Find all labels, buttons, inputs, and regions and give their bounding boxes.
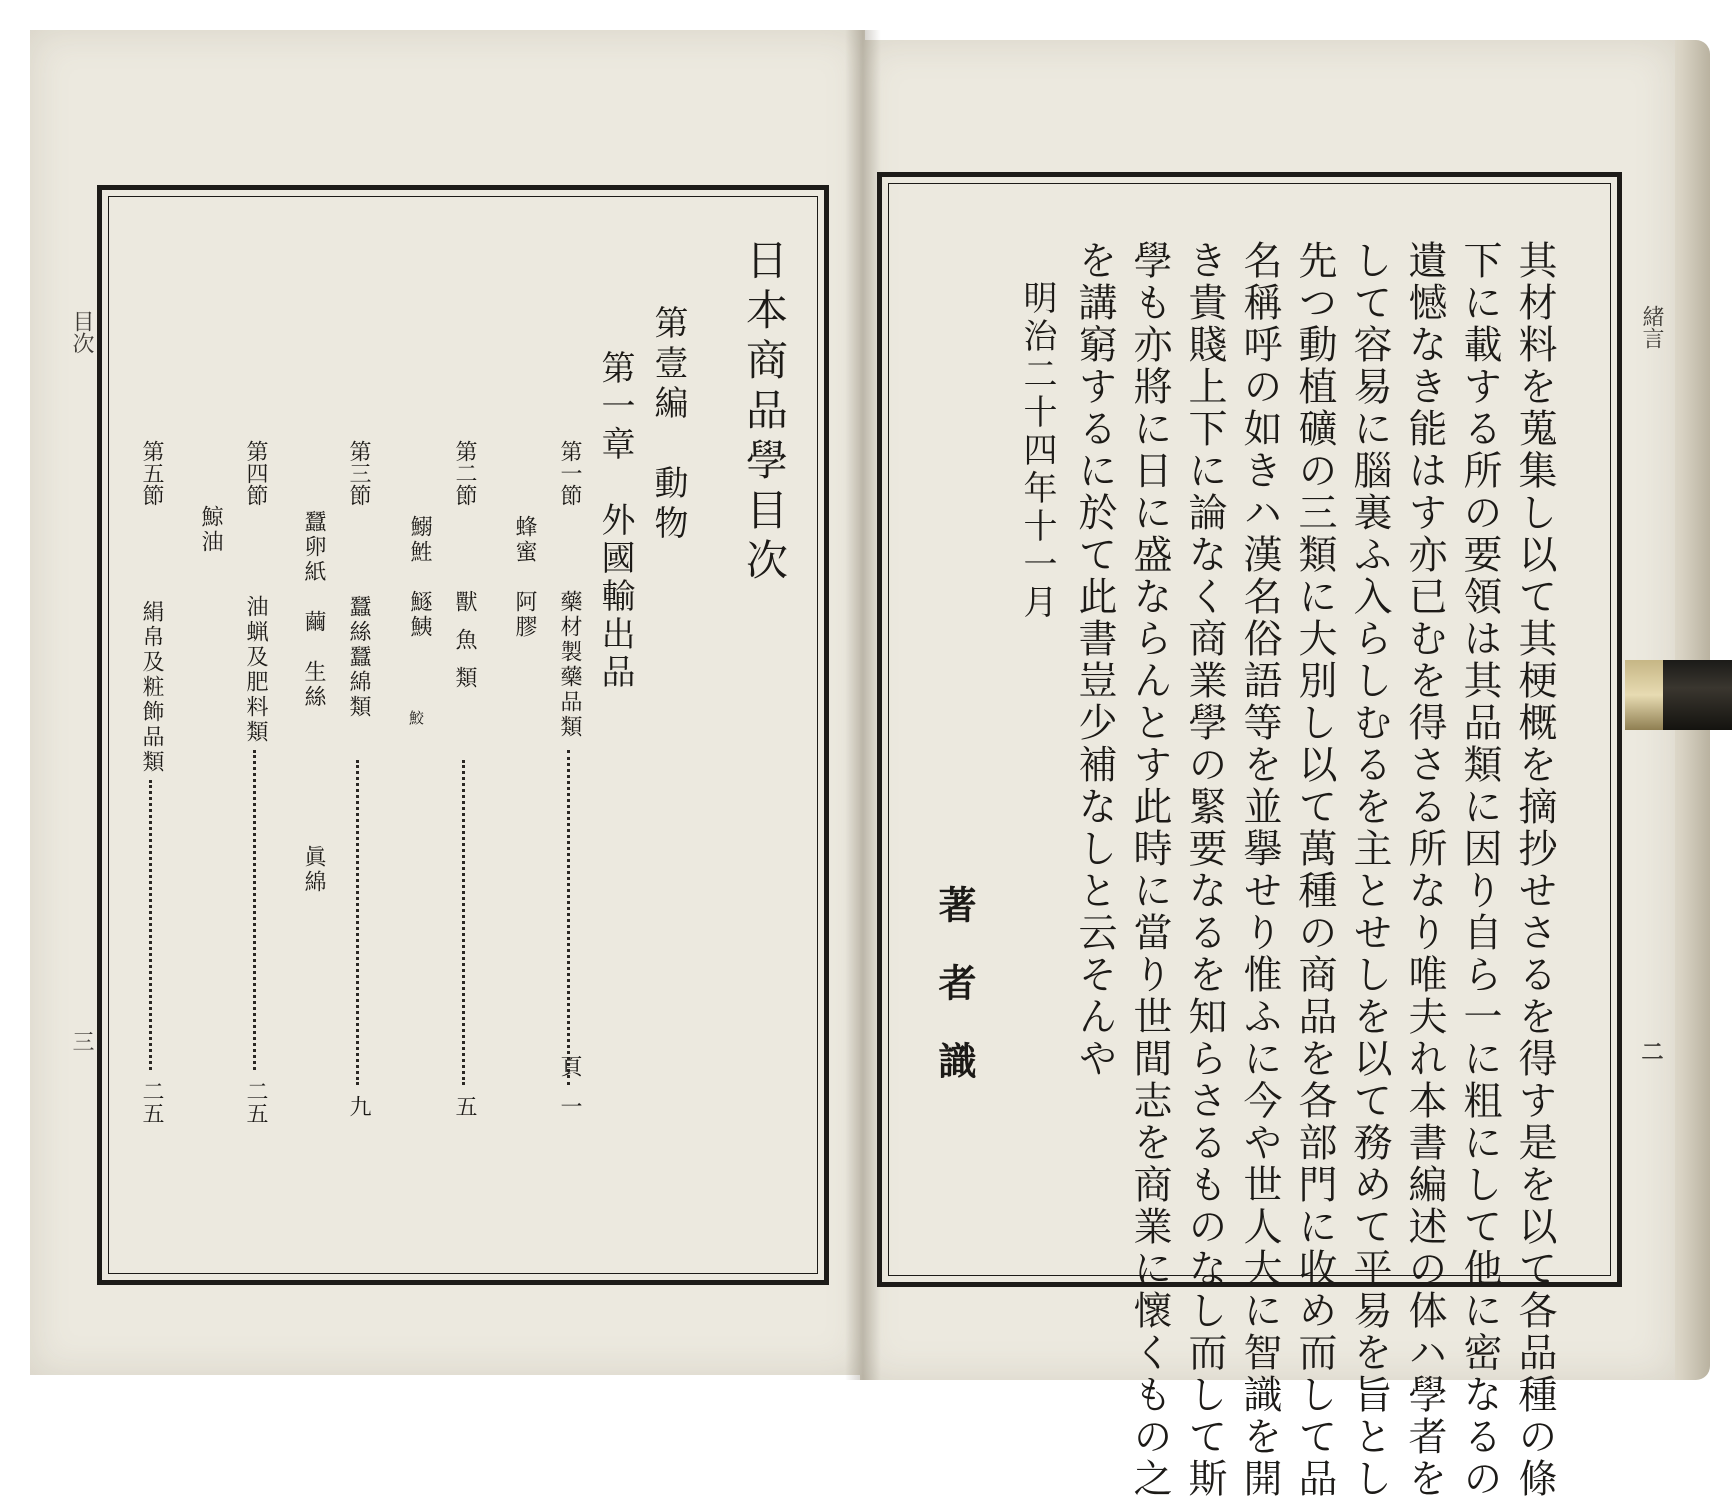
toc-section-title: 油蝋及肥料類 (243, 595, 268, 745)
toc-section-subitems: 蜂蜜 阿膠 (512, 515, 537, 640)
preface-line: して容易に腦裏ふ入らしむるを主とせしを以て務めて平易を旨とし (1347, 240, 1392, 1500)
toc-page-number: 二五 (139, 1080, 164, 1124)
toc-page-number: 二五 (243, 1080, 268, 1124)
toc-leader (356, 760, 359, 1085)
toc-section-note: 眞綿 (301, 845, 326, 895)
preface-line: 先つ動植礦の三類に大別し以て萬種の商品を各部門に收め而して品 (1292, 240, 1337, 1500)
toc-section-note: 鮫 (407, 710, 425, 725)
preface-line: 名稱呼の如きハ漢名俗語等を並擧せり惟ふに今や世人大に智識を開 (1237, 240, 1282, 1500)
page-clip-face (1625, 660, 1663, 730)
toc-page-number: 五 (452, 1095, 477, 1117)
toc-section-title: 蠶絲蠶綿類 (346, 595, 371, 720)
toc-section-subitems: 鯨油 (198, 505, 223, 555)
right-running-head: 緒言 (1639, 305, 1664, 349)
book-gutter (845, 30, 881, 1380)
toc-section-subitems: 蠶卵紙 繭 生絲 (301, 510, 326, 710)
toc-page-header: 頁 (557, 1055, 582, 1077)
toc-leader (149, 780, 152, 1070)
preface-author: 著者識 (932, 885, 977, 1119)
toc-part: 第壹編 動物 (648, 305, 688, 545)
toc-section-label: 第二節 (452, 440, 477, 506)
toc-section-subitems: 鰯鮏 鱁鮧 (407, 515, 432, 640)
preface-line: 下に載する所の要領は其品類に因り自ら一に粗にして他に密なるの (1457, 240, 1502, 1500)
toc-section-label: 第五節 (139, 440, 164, 506)
preface-line: 學も亦將に日に盛ならんとす此時に當り世間志を商業に懷くもの之 (1127, 240, 1172, 1500)
toc-leader (567, 750, 570, 1085)
toc-frame (97, 185, 829, 1285)
toc-page-number: 九 (346, 1095, 371, 1117)
left-folio: 三 (69, 1030, 94, 1052)
toc-section-label: 第一節 (557, 440, 582, 506)
toc-section-title: 絹帛及粧飾品類 (139, 600, 164, 775)
toc-section-title: 獸魚類 (452, 590, 477, 704)
toc-chapter: 第一章 外國輸出品 (595, 350, 635, 692)
toc-page-number: 一 (557, 1095, 582, 1117)
toc-section-title: 藥材製藥品類 (557, 590, 582, 740)
toc-section-label: 第三節 (346, 440, 371, 506)
toc-leader (253, 750, 256, 1070)
preface-date: 明治二十四年十一月 (1017, 280, 1057, 622)
toc-title: 日本商品學目次 (740, 238, 789, 588)
preface-line: を講窮するに於て此書豈少補なしと云そんや (1072, 240, 1117, 1080)
preface-line: 其材料を蒐集し以て其梗概を摘抄せさるを得す是を以て各品種の條 (1512, 240, 1557, 1500)
preface-line: き貴賤上下に論なく商業學の緊要なるを知らさるものなし而して斯 (1182, 240, 1227, 1500)
right-folio: 二 (1638, 1040, 1664, 1062)
toc-leader (462, 760, 465, 1085)
left-running-head: 目次 (69, 310, 94, 354)
toc-section-label: 第四節 (243, 440, 268, 506)
preface-line: 遺憾なき能はす亦已むを得さる所なり唯夫れ本書編述の体ハ學者を (1402, 240, 1447, 1500)
